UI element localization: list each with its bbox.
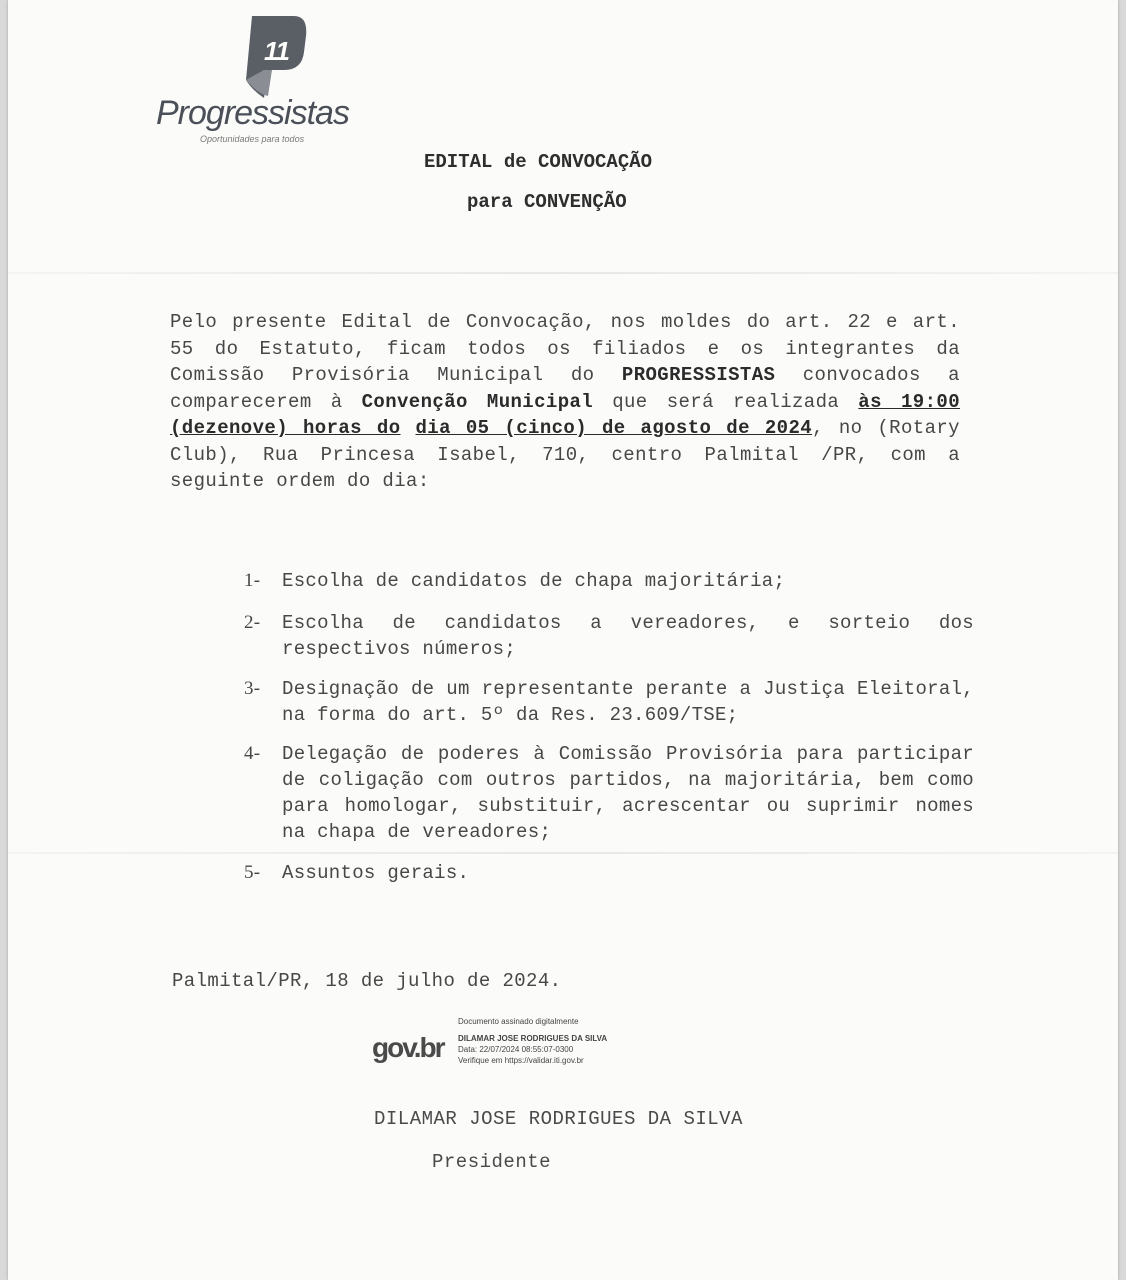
signer-role: Presidente (432, 1151, 552, 1173)
digital-signature-stamp (372, 1014, 652, 1076)
party-name-bold: PROGRESSISTAS (621, 364, 776, 386)
convention-label: Convenção Municipal (361, 390, 594, 413)
convention-date: dia 05 (cinco) de agosto de 2024 (415, 417, 813, 439)
agenda-item: 1- Escolha de candidatos de chapa majoritária; (244, 570, 786, 592)
agenda-item: 4- Delegação de poderes à Comissão Provisória para participar de coligação com outros partidos, na majoritária, bem como para homologar, substituir, acrescentar ou suprimir nomes na chapa de vereadores; (244, 743, 974, 843)
govbr-logo: gov.br (372, 1032, 444, 1063)
convocation-paragraph: Pelo presente Edital de Convocação, nos moldes do art. 22 e art. 55 do Estatuto, ficam todos os filiados e os integrantes da Comissão Provisória Municipal do PROGRESSISTAS convocados a comparecerem à Convenção Municipal que será realizada às 19:00 (dezenove) horas do dia 05 (cinco) de agosto de 2024, no (Rotary Club), Rua Princesa Isabel, 710, centro Palmital /PR, com a seguinte ordem do dia: (170, 311, 960, 492)
place-date: Palmital/PR, 18 de julho de 2024. (172, 970, 562, 992)
document-title: EDITAL de CONVOCAÇÃO (424, 151, 653, 173)
page-fold (8, 272, 1118, 274)
party-logo (156, 8, 386, 148)
party-tagline: Oportunidades para todos (200, 134, 305, 144)
signature-details: Documento assinado digitalmente DILAMAR JOSE RODRIGUES DA SILVA Data: 22/07/2024 08:55:07-0300 Verifique em https://validar.iti.gov.br (458, 1017, 608, 1065)
document-page (8, 0, 1118, 1280)
party-number: 11 (264, 36, 289, 66)
agenda-item: 2- Escolha de candidatos a vereadores, e sorteio dos respectivos números; (244, 612, 974, 660)
document-subtitle: para CONVENÇÃO (467, 191, 627, 213)
agenda-item: 5- Assuntos gerais. (244, 862, 470, 884)
page-fold (8, 852, 1118, 854)
convention-time: às 19:00 (dezenove) horas do (170, 390, 960, 439)
party-name: Progressistas (156, 94, 349, 132)
agenda-item: 3- Designação de um representante perante a Justiça Eleitoral, na forma do art. 5º da Res. 23.609/TSE; (244, 678, 974, 726)
signer-name: DILAMAR JOSE RODRIGUES DA SILVA (374, 1108, 743, 1130)
